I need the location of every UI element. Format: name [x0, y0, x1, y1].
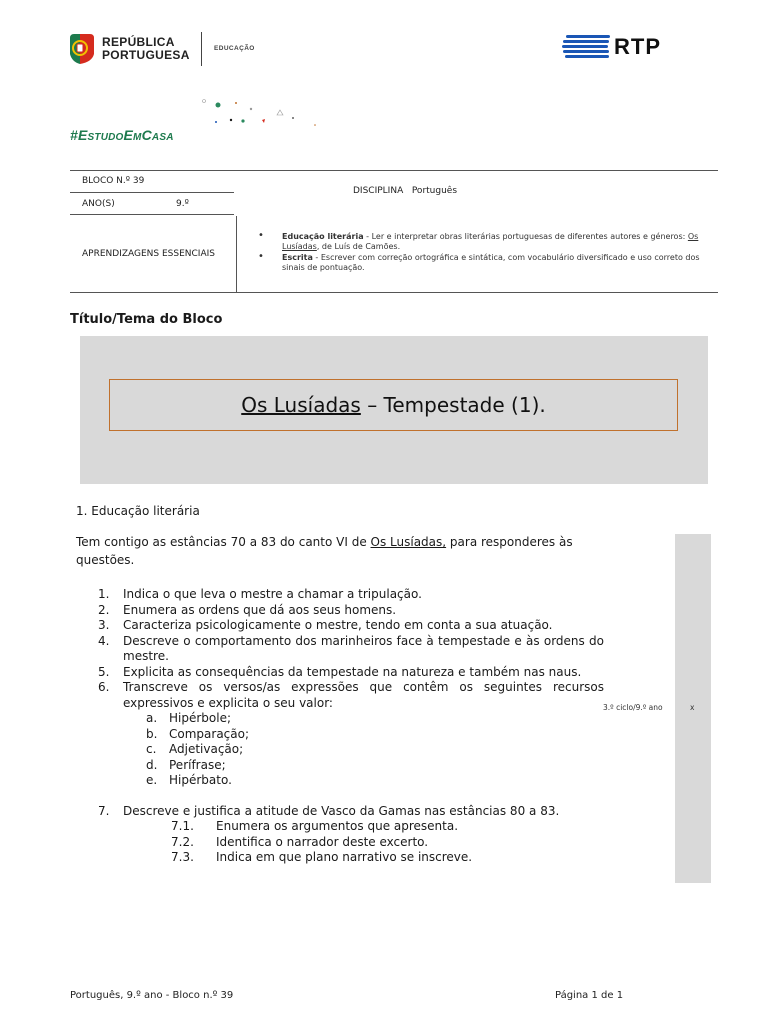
resource-item: [76, 758, 604, 774]
question-number: 5.: [98, 664, 110, 679]
resource-text: Hipérbole;: [169, 711, 232, 725]
sub-question-number: 7.2.: [171, 834, 194, 849]
estudoemcasa-hashtag: #EstudoEmCasa: [70, 127, 174, 143]
aprendizagem-work: Os Lusíadas: [282, 232, 699, 251]
table-top-rule: [70, 170, 718, 171]
gov-logo-line1: REPÚBLICA: [102, 35, 175, 49]
portugal-emblem-icon: [68, 32, 96, 66]
title-frame: [109, 379, 678, 431]
logo-divider: [201, 32, 202, 66]
intro-paragraph: [76, 533, 606, 569]
anos-label: ANO(S): [82, 199, 115, 209]
question-number: 3.: [98, 618, 110, 632]
resource-text: Hipérbato.: [169, 773, 232, 787]
resource-text: Adjetivação;: [169, 742, 244, 756]
question-text: Explicita as consequências da tempestade na natureza e também nas naus.: [123, 664, 582, 679]
question-text: Indica o que leva o mestre a chamar a tripulação.: [123, 587, 422, 601]
rtp-logo-text: RTP: [614, 34, 661, 59]
question-item: [76, 618, 604, 634]
aprendizagem-item: [258, 232, 713, 252]
rtp-logo: [562, 34, 682, 62]
sub-question-number: 7.1.: [171, 819, 194, 833]
resource-letter: c.: [146, 742, 157, 756]
intro-text: Tem contigo as estâncias 70 a 83 do canto VI de: [76, 535, 371, 549]
aprendizagem-text: - Escrever com correção ortográfica e sintática, com vocabulário diversificado e uso correto dos sinais de pontuação.: [282, 253, 700, 272]
resource-item: [76, 773, 604, 789]
question-number: 1.: [98, 587, 110, 601]
question-item: [76, 665, 604, 681]
block-title-work: Os Lusíadas: [241, 393, 361, 417]
question-text: Enumera as ordens que dá aos seus homens.: [123, 602, 397, 617]
question-text: Caracteriza psicologicamente o mestre, tendo em conta a sua atuação.: [123, 618, 553, 632]
question-text: Descreve e justifica a atitude de Vasco da Gamas nas estâncias 80 a 83.: [123, 803, 560, 818]
question-number: 7.: [98, 803, 110, 818]
resource-text: Comparação;: [169, 726, 250, 741]
sub-question-item: [76, 819, 604, 835]
sub-question-text: Indica em que plano narrativo se inscreve.: [216, 850, 473, 864]
resource-letter: a.: [146, 711, 158, 725]
question-number: 4.: [98, 633, 110, 648]
gov-logo-dept: EDUCAÇÃO: [214, 45, 255, 52]
aprendizagem-item: [258, 253, 713, 273]
sub-heading: 1. Educação literária: [76, 504, 200, 518]
disciplina-value: Português: [411, 186, 458, 196]
resource-item: [76, 742, 604, 758]
table-row-rule: [70, 192, 234, 193]
decorative-dots-icon: [196, 96, 326, 130]
footer-left: Português, 9.º ano - Bloco n.º 39: [70, 990, 234, 1001]
aprendizagens-label: APRENDIZAGENS ESSENCIAIS: [82, 249, 215, 259]
anos-value: 9.º: [176, 199, 189, 209]
resource-letter: e.: [146, 773, 158, 787]
block-title-rest: – Tempestade (1).: [360, 393, 546, 417]
rtp-stripes-icon: [562, 34, 612, 62]
resource-item: [76, 711, 604, 727]
aprendizagem-text: - Ler e interpretar obras literárias portuguesas de diferentes autores e géneros:: [363, 232, 688, 241]
question-item: [76, 603, 604, 619]
resource-letter: d.: [146, 757, 158, 772]
question-item: [76, 587, 604, 603]
question-item: [76, 634, 604, 665]
questions-list: [76, 587, 604, 866]
table-bottom-rule: [70, 292, 718, 293]
question-number: 6.: [98, 680, 110, 694]
table-column-rule: [236, 216, 237, 292]
sub-question-number: 7.3.: [171, 850, 194, 864]
sub-question-text: Enumera os argumentos que apresenta.: [216, 819, 459, 833]
resource-item: [76, 727, 604, 743]
side-mark: x: [690, 703, 695, 712]
question-text: Descreve o comportamento dos marinheiros face à tempestade e às ordens do mestre.: [123, 633, 604, 663]
block-title: [241, 393, 545, 417]
intro-text: para responderes às questões.: [76, 535, 573, 567]
disciplina-label: DISCIPLINA: [353, 186, 404, 196]
republica-portuguesa-logo: [68, 32, 258, 68]
gov-logo-text: [102, 36, 190, 62]
aprendizagens-list: [258, 232, 713, 274]
question-text: Transcreve os versos/as expressões que contêm os seguintes recursos expressivos e explicita o seu valor:: [123, 680, 604, 710]
intro-work: Os Lusíadas,: [370, 535, 447, 549]
question-number: 2.: [98, 602, 110, 617]
question-item: [76, 804, 604, 820]
page-number: Página 1 de 1: [555, 990, 624, 1001]
sub-question-item: [76, 850, 604, 866]
side-ciclo-label: 3.º ciclo/9.º ano: [603, 703, 663, 712]
sub-question-item: [76, 835, 604, 851]
aprendizagem-title: Educação literária: [282, 232, 364, 241]
resource-letter: b.: [146, 726, 158, 741]
table-row-rule: [70, 214, 234, 215]
bloco-label: BLOCO N.º 39: [82, 176, 145, 186]
disciplina-cell: [353, 186, 457, 196]
sub-question-text: Identifica o narrador deste excerto.: [216, 834, 429, 849]
gov-logo-line2: PORTUGUESA: [102, 48, 190, 62]
question-item: [76, 680, 604, 711]
section-title: Título/Tema do Bloco: [70, 312, 223, 327]
aprendizagem-text: , de Luís de Camões.: [316, 242, 401, 251]
aprendizagem-title: Escrita: [282, 253, 313, 262]
resource-text: Perífrase;: [169, 757, 226, 772]
